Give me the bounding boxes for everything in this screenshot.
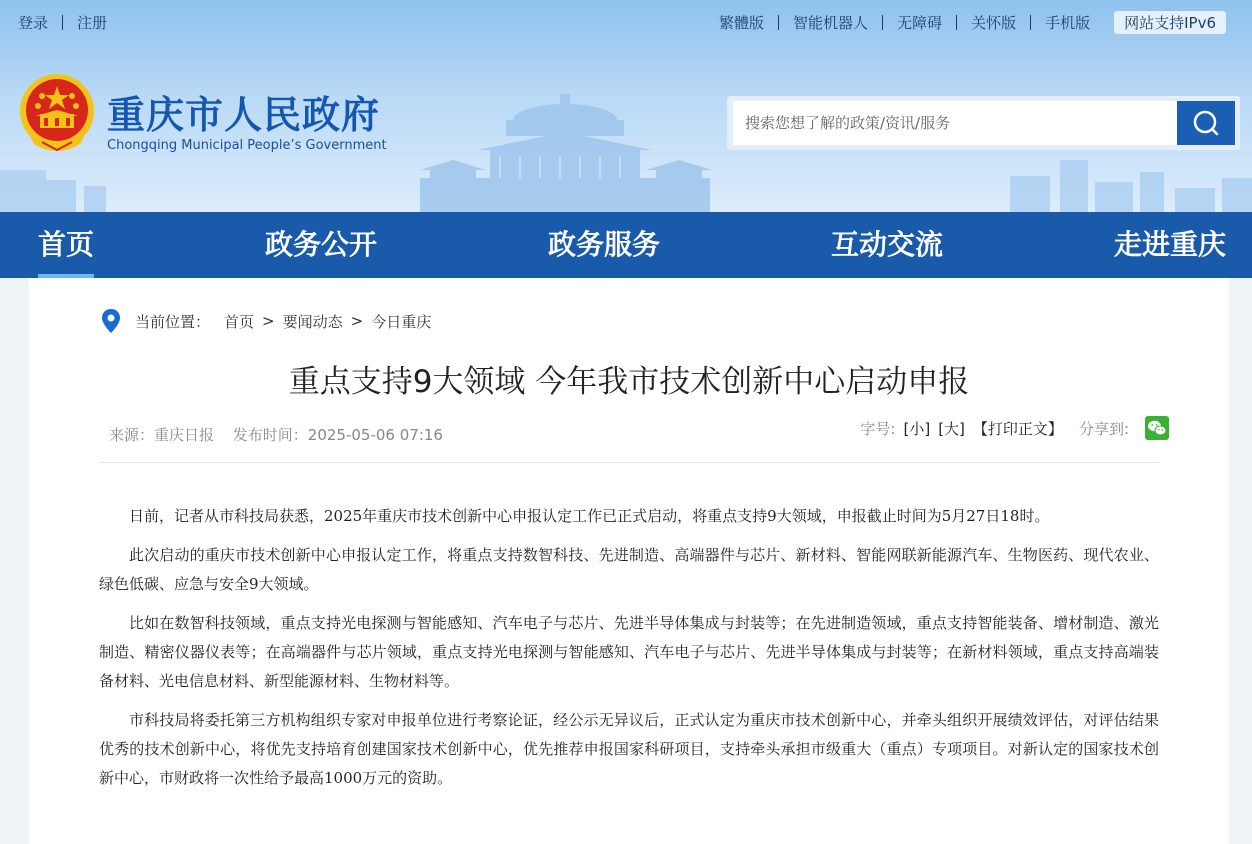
breadcrumb-home[interactable]: 首页 bbox=[224, 312, 255, 331]
font-small-button[interactable]: [小] bbox=[903, 419, 931, 438]
nav-government-affairs[interactable]: 政务公开 bbox=[265, 228, 378, 261]
mobile-version-link[interactable]: 手机版 bbox=[1045, 14, 1091, 32]
site-header bbox=[0, 0, 1252, 212]
divider bbox=[882, 15, 883, 30]
smart-robot-link[interactable]: 智能机器人 bbox=[793, 14, 869, 32]
meta-divider bbox=[99, 462, 1159, 463]
article-title: 重点支持9大领域 今年我市技术创新中心启动申报 bbox=[288, 364, 970, 400]
breadcrumb bbox=[101, 308, 431, 334]
divider bbox=[1030, 15, 1031, 30]
article-source: 来源：重庆日报 bbox=[109, 426, 215, 444]
divider bbox=[956, 15, 957, 30]
breadcrumb-today-chongqing[interactable]: 今日重庆 bbox=[371, 312, 432, 331]
location-pin-icon bbox=[101, 308, 121, 334]
font-size-label: 字号: bbox=[860, 419, 896, 438]
article-container bbox=[29, 278, 1229, 844]
login-link[interactable]: 登录 bbox=[18, 14, 49, 32]
divider bbox=[62, 15, 63, 30]
register-link[interactable]: 注册 bbox=[77, 14, 108, 32]
article-paragraph: 市科技局将委托第三方机构组织专家对申报单位进行考察论证，经公示无异议后，正式认定为重庆市技术创新中心，并牵头组织开展绩效评估，对评估结果优秀的技术创新中心，将优先支持培育创建国家技术创新中心，优先推荐申报国家科研项目，支持牵头承担市级重大（重点）专项项目。对新认定的国家技术创新中心，市财政将一次性给予最高1000万元的资助。 bbox=[99, 711, 1159, 787]
nav-government-services[interactable]: 政务服务 bbox=[548, 228, 661, 261]
breadcrumb-separator: > bbox=[350, 312, 364, 330]
article-paragraph: 日前，记者从市科技局获悉，2025年重庆市技术创新中心申报认定工作已正式启动，将重点支持9大领域，申报截止时间为5月27日18时。 bbox=[129, 507, 1050, 525]
ipv6-badge: 网站支持IPv6 bbox=[1114, 11, 1226, 34]
article-date: 发布时间：2025-05-06 07:16 bbox=[232, 426, 443, 444]
national-emblem-icon bbox=[18, 72, 96, 154]
search-input[interactable] bbox=[733, 101, 1177, 145]
print-button[interactable]: 【打印正文】 bbox=[972, 419, 1063, 438]
article-paragraph: 此次启动的重庆市技术创新中心申报认定工作，将重点支持数智科技、先进制造、高端器件与芯片、新材料、智能网联新能源汽车、生物医药、现代农业、绿色低碳、应急与安全9大领域。 bbox=[99, 546, 1159, 593]
account-links bbox=[18, 12, 107, 33]
breadcrumb-news[interactable]: 要闻动态 bbox=[282, 312, 343, 331]
article-tools bbox=[860, 416, 1169, 440]
search-icon bbox=[1177, 101, 1235, 145]
top-utility-bar bbox=[0, 0, 1252, 44]
site-name-en: Chongqing Municipal People’s Government bbox=[107, 138, 387, 153]
main-nav bbox=[0, 212, 1252, 278]
care-version-link[interactable]: 关怀版 bbox=[971, 14, 1017, 32]
site-name-cn: 重庆市人民政府 bbox=[107, 92, 381, 137]
breadcrumb-separator: > bbox=[262, 312, 275, 330]
breadcrumb-label: 当前位置： bbox=[135, 312, 211, 331]
font-large-button[interactable]: [大] bbox=[938, 419, 965, 438]
search-box bbox=[727, 96, 1240, 150]
accessibility-link[interactable]: 无障碍 bbox=[897, 14, 943, 32]
traditional-chinese-link[interactable]: 繁體版 bbox=[719, 14, 765, 32]
wechat-icon[interactable] bbox=[1145, 416, 1169, 440]
article-meta bbox=[109, 424, 457, 445]
nav-interaction[interactable]: 互动交流 bbox=[831, 228, 944, 261]
utility-links bbox=[719, 11, 1226, 34]
article-paragraph: 比如在数智科技领域，重点支持光电探测与智能感知、汽车电子与芯片、先进半导体集成与封装等；在先进制造领域，重点支持智能装备、增材制造、激光制造、精密仪器仪表等；在高端器件与芯片领域，重点支持光电探测与智能感知、汽车电子与芯片、先进半导体集成与封装等；在新材料领域，重点支持高端装备材料、光电信息材料、新型能源材料、生物材料等。 bbox=[99, 614, 1159, 690]
article-body bbox=[99, 502, 1159, 803]
search-button[interactable] bbox=[1177, 101, 1235, 145]
nav-home[interactable]: 首页 bbox=[38, 212, 94, 278]
nav-about-chongqing[interactable]: 走进重庆 bbox=[1114, 228, 1227, 261]
share-label: 分享到: bbox=[1078, 419, 1129, 438]
divider bbox=[778, 15, 779, 30]
